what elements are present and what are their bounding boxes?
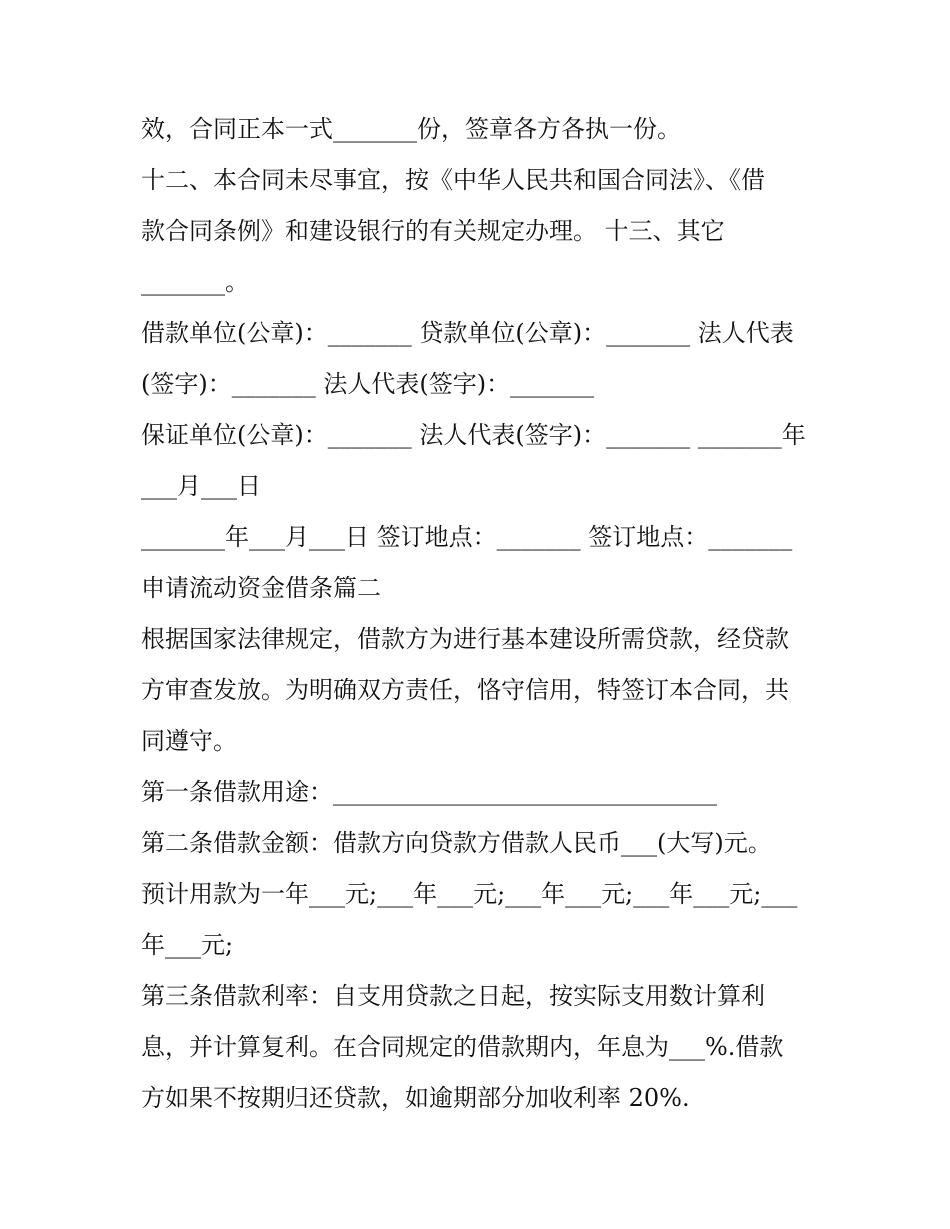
text-line: _______年___月___日 签订地点：_______ 签订地点：_______ bbox=[141, 523, 793, 551]
text-line: 预计用款为一年___元;___年___元;___年___元;___年___元;___ bbox=[141, 880, 798, 908]
text-line: 年___元; bbox=[141, 931, 234, 959]
text-line: 方如果不按期归还贷款，如逾期部分加收利率 20%. bbox=[141, 1084, 690, 1112]
text-line: 第一条借款用途：________________________________ bbox=[141, 778, 717, 806]
text-line: 第二条借款金额：借款方向贷款方借款人民币___(大写)元。 bbox=[141, 829, 772, 857]
text-line: (签字)：_______ 法人代表(签字)：_______ bbox=[141, 370, 595, 398]
text-line: 第三条借款利率：自支用贷款之日起，按实际支用数计算利 bbox=[141, 982, 765, 1010]
text-line: 根据国家法律规定，借款方为进行基本建设所需贷款，经贷款 bbox=[141, 625, 789, 653]
text-line: 息，并计算复利。在合同规定的借款期内，年息为___%.借款 bbox=[141, 1033, 784, 1061]
text-line: 款合同条例》和建设银行的有关规定办理。 十三、其它 bbox=[141, 217, 725, 245]
document-body bbox=[141, 104, 821, 1124]
text-line: 保证单位(公章)：_______ 法人代表(签字)：_______ _______年 bbox=[141, 421, 806, 449]
text-line: 十二、本合同未尽事宜，按《中华人民共和国合同法》、《借 bbox=[141, 166, 765, 194]
text-line: ___月___日 bbox=[141, 472, 261, 500]
text-line: _______。 bbox=[141, 268, 249, 296]
text-line: 借款单位(公章)：_______ 贷款单位(公章)：_______ 法人代表 bbox=[141, 319, 794, 347]
text-line: 方审查发放。为明确双方责任，恪守信用，特签订本合同，共 bbox=[141, 676, 789, 704]
section-heading: 申请流动资金借条篇二 bbox=[141, 574, 381, 602]
text-line: 效，合同正本一式_______份，签章各方各执一份。 bbox=[141, 115, 681, 143]
text-line: 同遵守。 bbox=[141, 727, 237, 755]
